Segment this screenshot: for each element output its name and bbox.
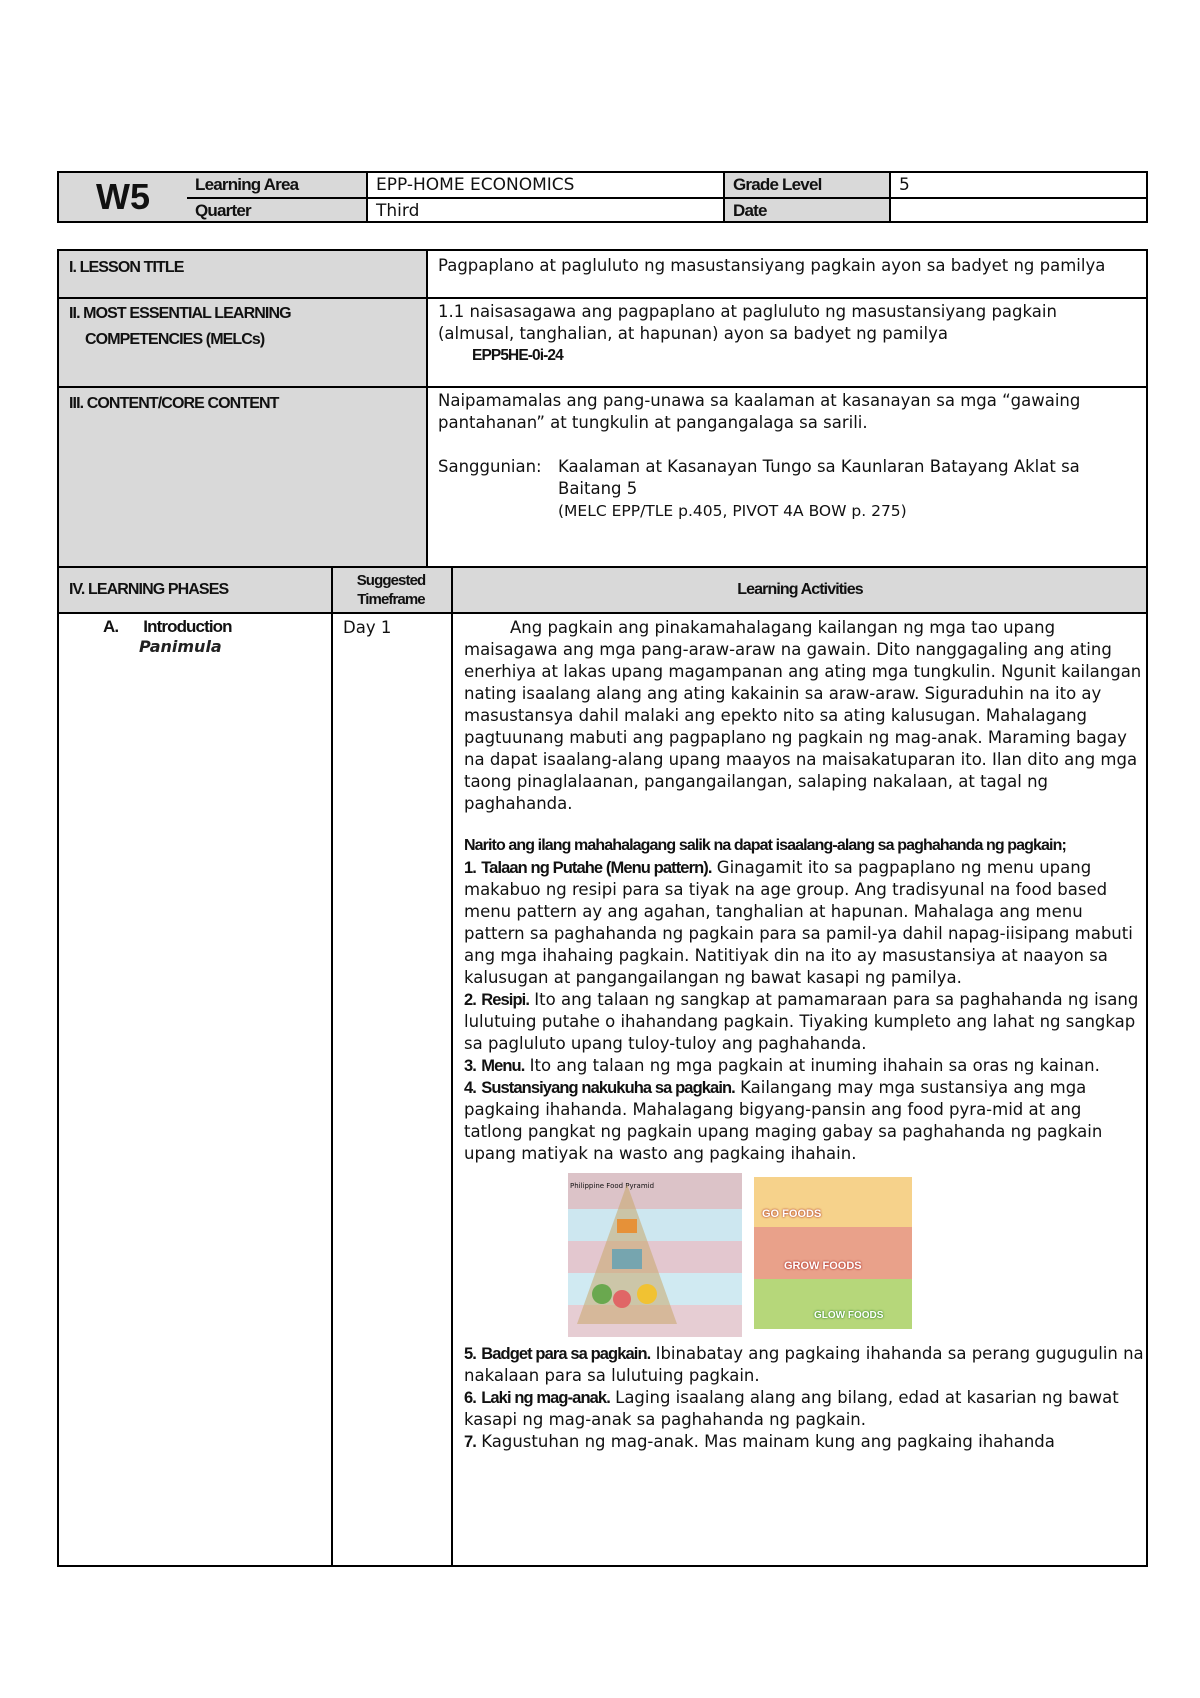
content-value [438, 390, 1138, 522]
food-images [464, 1173, 1144, 1343]
melc-label-line1: II. MOST ESSENTIAL LEARNING [69, 305, 291, 322]
grade-level-label: Grade Level [725, 173, 891, 197]
phases-col1-header: IV. LEARNING PHASES [69, 581, 229, 598]
item-text: Ito ang talaan ng sangkap at pamamaraan para sa paghahanda ng isang lulutuing putahe o ihahandang pagkain. Tiyaking kumpleto ang lahat ng sangkap sa pagluluto upang tuloy-tuloy ang paghahanda. [464, 990, 1139, 1053]
reference-label: Sanggunian: [438, 457, 542, 476]
glow-foods-label: GLOW FOODS [814, 1309, 884, 1321]
phase-name: Introduction [143, 617, 232, 636]
content-text: Naipamamalas ang pang-unawa sa kaalaman at kasanayan sa mga “gawaing pantahanan” at tungkulin at pangangalaga sa sarili. [438, 391, 1081, 432]
learning-area-value: EPP-HOME ECONOMICS [368, 173, 725, 197]
item-title: Laki ng mag-anak. [481, 1389, 610, 1407]
item-text: Ito ang talaan ng mga pagkain at inuming ihahain sa oras ng kainan. [529, 1056, 1100, 1075]
phase-subname: Panimula [139, 637, 222, 656]
learning-area-label: Learning Area [187, 173, 368, 197]
factor-item [464, 989, 1144, 1055]
phases-col2-header: Suggested Timeframe [356, 572, 426, 608]
item-title: Sustansiyang nakukuha sa pagkain. [481, 1079, 735, 1097]
item-title: Talaan ng Putahe (Menu pattern). [481, 859, 712, 877]
pyramid-icon [572, 1179, 682, 1329]
intro-paragraph: Ang pagkain ang pinakamahalagang kailangan ng mga tao upang maisagawa ang mga pang-araw-araw na gawain. Dito nanggagaling ang ating enerhiya at lakas upang magampanan ang ating mga tungkulin. Ngunit kailangan nating isaalang alang ang ating kakainin sa araw-araw. Siguraduhin na ito ay masustansya dahil malaki ang epekto nito sa ating kalusugan. Mahalagang pagtuunang mabuti ang pagpaplano ng pagkain ng mag-anak. Maraming bagay na dapat isaalang-alang upang maayos na maisakatuparan ito. Ilan dito ang mga taong pinaglalaanan, pangangailangan, salaping nakalaan, at tagal ng paghahanda. [464, 618, 1142, 813]
date-label: Date [725, 197, 891, 221]
quarter-value: Third [368, 197, 725, 221]
item-number: 7. [464, 1433, 476, 1451]
item-text: Kailangang may mga sustansiya ang mga pagkaing ihahanda. Mahalagang bigyang-pansin ang food pyra-mid at ang tatlong pangkat ng pagkain upang maging gabay sa paghahanda ng pagkain upang matiyak na wasto ang pagkaing ihahain. [464, 1078, 1103, 1163]
factor-item [464, 1343, 1144, 1387]
factor-item [464, 1431, 1144, 1453]
reference-extra: (MELC EPP/TLE p.405, PIVOT 4A BOW p. 275) [558, 502, 907, 520]
item-title: Badget para sa pagkain. [481, 1345, 651, 1363]
content-label: III. CONTENT/CORE CONTENT [69, 395, 279, 412]
reference-value: Kaalaman at Kasanayan Tungo sa Kaunlaran Batayang Aklat sa Baitang 5 [558, 457, 1080, 498]
reference [438, 456, 1138, 500]
go-foods-label: GO FOODS [762, 1208, 822, 1221]
item-title: Menu. [481, 1057, 525, 1075]
factor-item [464, 1077, 1144, 1165]
phase-introduction [103, 617, 232, 656]
item-text: Kagustuhan ng mag-anak. Mas mainam kung ang pagkaing ihahanda [481, 1432, 1055, 1451]
melc-label [69, 303, 291, 351]
pyramid-title: Philippine Food Pyramid [568, 1173, 742, 1209]
melc-text: 1.1 naisasagawa ang pagpaplano at pagluluto ng masustansiyang pagkain (almusal, tanghalian, at hapunan) ayon sa badyet ng pamilya [438, 302, 1057, 343]
grow-foods-label: GROW FOODS [784, 1259, 862, 1272]
item-number: 1. [464, 859, 476, 877]
timeframe: Day 1 [343, 618, 392, 637]
grade-level-value: 5 [899, 175, 910, 195]
item-text: Ginagamit ito sa pagpaplano ng menu upang makabuo ng resipi para sa tiyak na age group. Ang tradisyunal na food based menu pattern ay ang agahan, tanghalian at hapunan. Mahalaga ang menu pattern sa paghahanda ng pagkain para sa pamil-ya dahil napag-iisipang mabuti ang mga ihahaing pagkain. Natitiyak din na ito ay masustansiya at naayon sa kalusugan at pangangailangan ng bawat kasapi ng pamilya. [464, 858, 1133, 987]
melc-code: EPP5HE-0i-24 [472, 347, 563, 364]
learning-activities [464, 617, 1144, 1453]
lesson-title-value: Pagpaplano at pagluluto ng masustansiyang pagkain ayon sa badyet ng pamilya [438, 256, 1106, 275]
quarter-label: Quarter [187, 197, 368, 221]
week-code: W5 [59, 173, 189, 221]
item-number: 4. [464, 1079, 476, 1097]
item-text: Laging isaalang alang ang bilang, edad at kasarian ng bawat kasapi ng mag-anak sa paghahanda ng pagkain. [464, 1388, 1119, 1429]
melc-label-line2: COMPETENCIES (MELCs) [85, 331, 265, 348]
header-table [57, 171, 1148, 223]
item-number: 5. [464, 1345, 476, 1363]
factor-item [464, 1387, 1144, 1431]
melc-value [438, 301, 1138, 367]
factor-item [464, 1055, 1144, 1077]
item-number: 2. [464, 991, 476, 1009]
lesson-table [57, 249, 1148, 1567]
date-value [891, 197, 1146, 221]
item-number: 3. [464, 1057, 476, 1075]
factors-heading: Narito ang ilang mahahalagang salik na dapat isaalang-alang sa paghahanda ng pagkain; [464, 837, 1066, 854]
phase-letter: A. [103, 617, 119, 636]
phases-col3-header: Learning Activities [737, 581, 863, 598]
item-number: 6. [464, 1389, 476, 1407]
item-text: Ibinabatay ang pagkaing ihahanda sa perang gugugulin na nakalaan para sa lulutuing pagkain. [464, 1344, 1144, 1385]
go-grow-glow-image [754, 1177, 912, 1329]
item-title: Resipi. [481, 991, 530, 1009]
factor-item [464, 857, 1144, 989]
lesson-title-label: I. LESSON TITLE [69, 259, 184, 276]
food-pyramid-image [568, 1173, 742, 1333]
